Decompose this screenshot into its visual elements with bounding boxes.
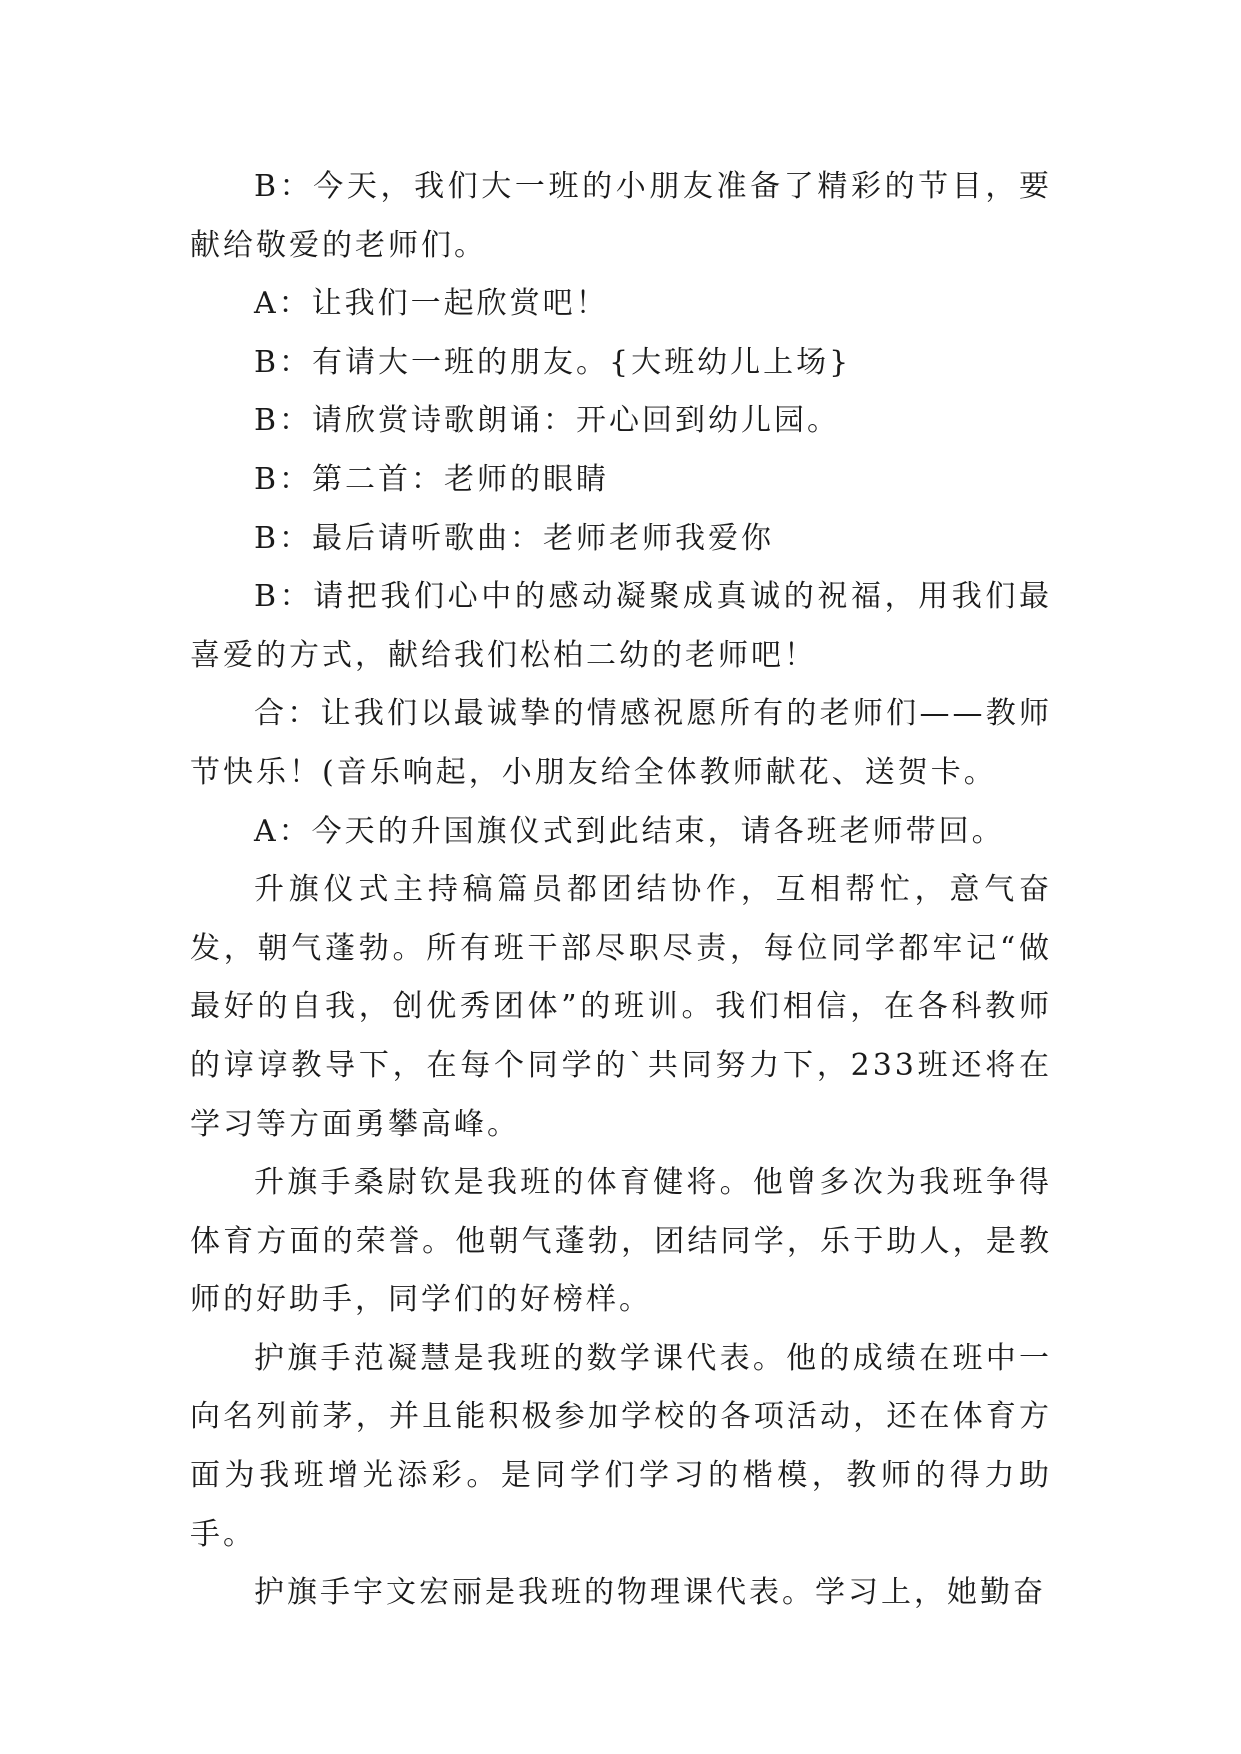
paragraph-together-teachers-day: 合：让我们以最诚挚的情感祝愿所有的老师们——教师节快乐！(音乐响起，小朋友给全体教师献花、送贺卡。 bbox=[190, 696, 1052, 790]
paragraph-class-summary: 升旗仪式主持稿篇员都团结协作，互相帮忙，意气奋发，朝气蓬勃。所有班干部尽职尽责，每位同学都牢记“做最好的自我，创优秀团体”的班训。我们相信，在各科教师的谆谆教导下，在每个同学的`共同努力下，233班还将在学习等方面勇攀高峰。 bbox=[190, 872, 1052, 1142]
document-body bbox=[190, 158, 1052, 1623]
paragraph-flag-guard-2: 护旗手宇文宏丽是我班的物理课代表。学习上，她勤奋 bbox=[254, 1575, 1046, 1611]
paragraph-flag-raiser: 升旗手桑尉钦是我班的体育健将。他曾多次为我班争得体育方面的荣誉。他朝气蓬勃，团结同学，乐于助人，是教师的好助手，同学们的好榜样。 bbox=[190, 1165, 1052, 1318]
paragraph-b-song: B：最后请听歌曲：老师老师我爱你 bbox=[254, 520, 775, 556]
paragraph-a-closing: A：今天的升国旗仪式到此结束，请各班老师带回。 bbox=[254, 813, 1005, 849]
paragraph-a-enjoy: A：让我们一起欣赏吧！ bbox=[254, 286, 609, 322]
paragraph-b-invite-class: B：有请大一班的朋友。{大班幼儿上场} bbox=[254, 344, 852, 380]
paragraph-b-poem: B：请欣赏诗歌朗诵：开心回到幼儿园。 bbox=[254, 403, 841, 439]
paragraph-flag-guard-1: 护旗手范凝慧是我班的数学课代表。他的成绩在班中一向名列前茅，并且能积极参加学校的各项活动，还在体育方面为我班增光添彩。是同学们学习的楷模，教师的得力助手。 bbox=[190, 1340, 1052, 1552]
paragraph-b-blessing: B：请把我们心中的感动凝聚成真诚的祝福，用我们最喜爱的方式，献给我们松柏二幼的老师吧！ bbox=[190, 579, 1052, 673]
paragraph-b-program-intro: B：今天，我们大一班的小朋友准备了精彩的节目，要献给敬爱的老师们。 bbox=[190, 169, 1052, 263]
paragraph-b-second-poem: B：第二首：老师的眼睛 bbox=[254, 461, 610, 497]
